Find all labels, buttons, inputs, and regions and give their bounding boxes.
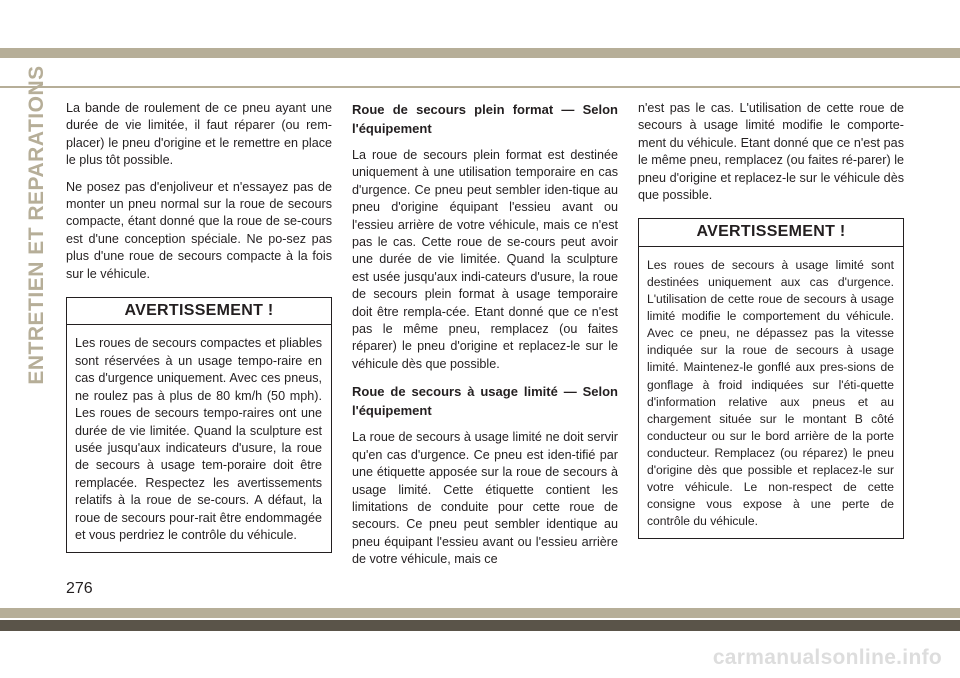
page-number: 276 — [66, 580, 93, 597]
paragraph: La bande de roulement de ce pneu ayant une durée de vie limitée, il faut réparer (ou rem-placer) le pneu d'origine et le remettre en place le plus tôt possible. — [66, 101, 332, 168]
section-tab — [22, 65, 52, 385]
warning-title: AVERTISSEMENT ! — [67, 298, 331, 325]
subheading: Roue de secours plein format — Selon l'équipement — [352, 102, 618, 136]
warning-text: Les roues de secours compactes et pliables sont réservées à un usage tempo-raire en cas d'urgence uniquement. Avec ces pneus, ne roulez pas à plus de 80 km/h (50 mph). Les roues de secours tempo-raires ont une durée de vie limitée. Quand la sculpture est usée jusqu'aux indicateurs d'usure, la roue de secours à usage tem-poraire doit être remplacée. Respectez les avertissements relatifs à la roue de se-cours. A défaut, la roue de secours pour-rait être endommagée et vous perdriez le contrôle du véhicule. — [75, 336, 322, 542]
footer-bar-dark — [0, 620, 960, 631]
paragraph: La roue de secours à usage limité ne doit servir qu'en cas d'urgence. Ce pneu est iden-tifié par une étiquette apposée sur la roue de secours à usage limité. Cette étiquette contient les limitations de conduite pour cette roue de secours. Ce pneu peut sembler identique au pneu équipant l'essieu avant ou l'essieu arrière de votre véhicule, mais ce — [352, 430, 618, 567]
paragraph: Ne posez pas d'enjoliveur et n'essayez pas de monter un pneu normal sur la roue de secours compacte, étant donné que la roue de se-cours est d'une conception spéciale. Ne po-sez pas plus d'une roue de secours compacte à la fois sur le véhicule. — [66, 179, 332, 281]
watermark: carmanualsonline.info — [712, 646, 942, 669]
column-3 — [638, 100, 904, 539]
paragraph: n'est pas le cas. L'utilisation de cette roue de secours à usage limité modifie le comporte-ment du véhicule. Etant donné que ce n'est pas le même pneu, remplacez (ou faites ré-parer) le pneu d'origine et replacez-le sur le véhicule dès que possible. — [638, 101, 904, 203]
warning-text: Les roues de secours à usage limité sont destinées uniquement aux cas d'urgence. L'utilisation de cette roue de secours à usage limité modifie le comportement du véhicule. Avec ce pneu, ne dépassez pas la vitesse indiquée sur la roue de secours à usage limité. Maintenez-le gonflé aux pres-sions de gonflage à froid indiquées sur l'éti-quette d'information relative aux pneus et au chargement située sur le montant B côté conducteur ou sur le bord arrière de la porte conducteur. Remplacez (ou réparez) le pneu d'origine dès que possible et replacez-le sur votre véhicule. Le non-respect de cette consigne vous expose à une perte de contrôle du véhicule. — [647, 257, 894, 529]
column-1 — [66, 100, 332, 553]
header-bar — [0, 48, 960, 58]
paragraph: La roue de secours plein format est destinée uniquement à une utilisation temporaire en cas d'urgence. Ce pneu peut sembler iden-tique au pneu d'origine équipant l'essieu avant ou l'essieu arrière de votre véhicule, mais ce n'est pas le cas. Cette roue de se-cours peut avoir une durée de vie limitée. Quand la sculpture est usée jusqu'aux indi-cateurs d'usure, la roue de secours plein format à usage temporaire doit être rempla-cée. Etant donné que ce n'est pas le même pneu, remplacez (ou faites réparer) le pneu d'origine et replacez-le sur le véhicule dès que possible. — [352, 148, 618, 371]
section-tab-label: ENTRETIEN ET REPARATIONS — [25, 65, 48, 385]
subheading: Roue de secours à usage limité — Selon l'équipement — [352, 384, 618, 419]
header-rule — [0, 86, 960, 88]
header-band — [0, 0, 960, 59]
column-2 — [352, 100, 618, 578]
footer-bands — [0, 608, 960, 631]
warning-box — [66, 297, 332, 553]
footer-bar-light — [0, 608, 960, 618]
warning-title: AVERTISSEMENT ! — [639, 219, 903, 246]
warning-box — [638, 218, 904, 539]
